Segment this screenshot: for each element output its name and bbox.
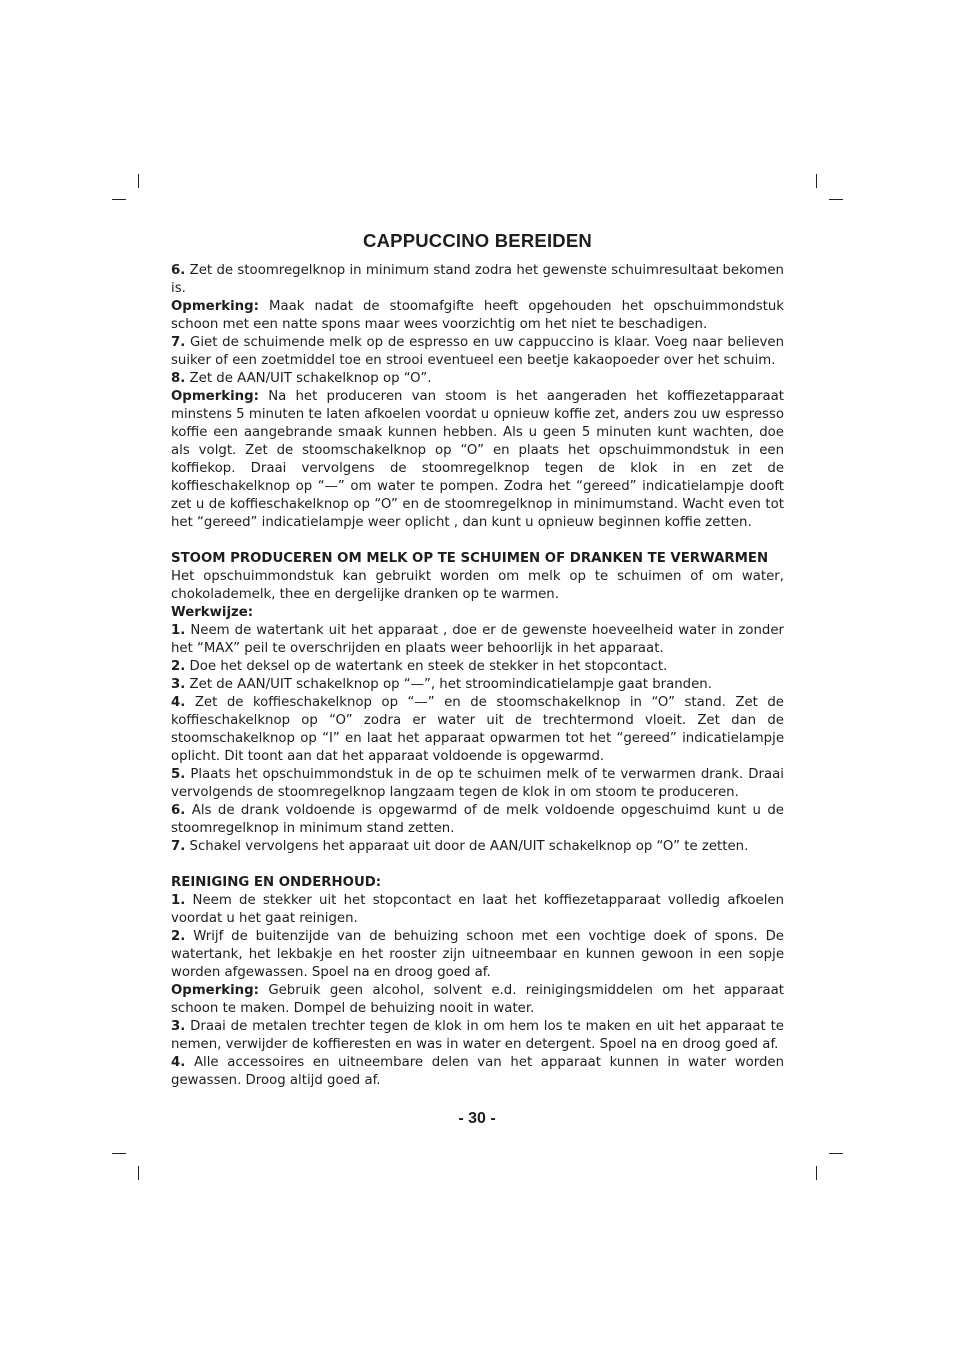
paragraph-text: Zet de AAN/UIT schakelknop op “O”. (185, 371, 432, 386)
crop-mark (816, 1166, 817, 1180)
paragraph-text: Zet de koffieschakelknop op “—” en de stoomschakelknop in “O” stand. Zet de koffieschakelknop op “O” zodra er water uit de trechtermond vloeit. Zet dan de stoomschakelknop op “I” en laat het apparaat opwarmen tot het “gereed” indicatielampje oplicht. Dit toont aan dat het apparaat voldoende is opgewarmd. (171, 695, 784, 764)
step-number: 2. (171, 659, 186, 674)
crop-mark (112, 1153, 126, 1154)
crop-mark (138, 174, 139, 188)
paragraph (171, 676, 784, 694)
note-label: Opmerking: (171, 389, 259, 404)
step-number: 7. (171, 335, 186, 350)
paragraph (171, 1054, 784, 1090)
step-number: 1. (171, 623, 186, 638)
method-label: Werkwijze: (171, 605, 254, 620)
paragraph (171, 694, 784, 766)
crop-mark (829, 199, 843, 200)
note-paragraph (171, 388, 784, 532)
section-heading: STOOM PRODUCEREN OM MELK OP TE SCHUIMEN OF DRANKEN TE VERWARMEN (171, 551, 769, 566)
step-number: 3. (171, 677, 186, 692)
step-number: 6. (171, 803, 186, 818)
page-content (171, 228, 784, 1090)
page-title: CAPPUCCINO BEREIDEN (363, 230, 592, 251)
note-label: Opmerking: (171, 299, 259, 314)
step-number: 8. (171, 371, 186, 386)
paragraph-text: Neem de stekker uit het stopcontact en laat het koffiezetapparaat volledig afkoelen voordat u het gaat reinigen. (171, 893, 784, 926)
step-number: 7. (171, 839, 186, 854)
paragraph (171, 334, 784, 370)
paragraph (171, 892, 784, 928)
section-heading: REINIGING EN ONDERHOUD: (171, 875, 382, 890)
paragraph (171, 262, 784, 298)
paragraph (171, 658, 784, 676)
step-number: 1. (171, 893, 186, 908)
paragraph (171, 370, 784, 388)
note-label: Opmerking: (171, 983, 259, 998)
crop-mark (829, 1153, 843, 1154)
paragraph-text: Plaats het opschuimmondstuk in de op te schuimen melk of te verwarmen drank. Draai vervolgends de stoomregelknop langzaam tegen de klok in om stoom te produceren. (171, 767, 784, 800)
paragraph-text: Na het produceren van stoom is het aangeraden het koffiezetapparaat minstens 5 minuten te laten afkoelen voordat u opnieuw koffie zet, anders zou uw espresso koffie een aangebrande smaak kunnen hebben. Als u geen 5 minuten kunt wachten, doe als volgt. Zet de stoomschakelknop op “O” en plaats het opschuimmondstuk in een koffiekop. Draai vervolgens de stoomregelknop tegen de klok in en zet de koffieschakelknop op “—” om water te pompen. Zodra het “gereed” indicatielampje dooft zet u de koffieschakelknop op “O” en de stoomregelknop in minimumstand. Wacht even tot het “gereed” indicatielampje weer oplicht , dan kunt u opnieuw beginnen koffie zetten. (171, 389, 784, 530)
paragraph-text: Neem de watertank uit het apparaat , doe er de gewenste hoeveelheid water in zonder het “MAX” peil te overschrijden en plaats weer behoorlijk in het apparaat. (171, 623, 784, 656)
step-number: 4. (171, 1055, 186, 1070)
step-number: 4. (171, 695, 186, 710)
paragraph-text: Giet de schuimende melk op de espresso en uw cappuccino is klaar. Voeg naar believen suiker of een zoetmiddel toe en strooi eventueel een beetje kakaopoeder over het schuim. (171, 335, 784, 368)
paragraph-text: Als de drank voldoende is opgewarmd of de melk voldoende opgeschuimd kunt u de stoomregelknop in minimum stand zetten. (171, 803, 784, 836)
paragraph-text: Zet de AAN/UIT schakelknop op “—”, het stroomindicatielampje gaat branden. (185, 677, 712, 692)
paragraph (171, 928, 784, 982)
paragraph: Het opschuimmondstuk kan gebruikt worden om melk op te schuimen of om water, chokolademelk, thee en dergelijke dranken op te warmen. (171, 569, 784, 602)
note-paragraph (171, 298, 784, 334)
crop-mark (138, 1166, 139, 1180)
paragraph (171, 622, 784, 658)
paragraph-text: Draai de metalen trechter tegen de klok in om hem los te maken en uit het apparaat te nemen, verwijder de koffieresten en was in water en detergent. Spoel na en droog goed af. (171, 1019, 784, 1052)
step-number: 6. (171, 263, 186, 278)
paragraph-text: Zet de stoomregelknop in minimum stand zodra het gewenste schuimresultaat bekomen is. (171, 263, 784, 296)
paragraph (171, 766, 784, 802)
step-number: 2. (171, 929, 186, 944)
paragraph-text: Gebruik geen alcohol, solvent e.d. reinigingsmiddelen om het apparaat schoon te maken. Dompel de behuizing nooit in water. (171, 983, 784, 1016)
crop-mark (112, 199, 126, 200)
paragraph (171, 1018, 784, 1054)
page-number: - 30 - (458, 1110, 496, 1127)
paragraph-text: Wrijf de buitenzijde van de behuizing schoon met een vochtige doek of spons. De watertank, het lekbakje en het rooster zijn uitneembaar en kunnen gewoon in een sopje worden afgewassen. Spoel na en droog goed af. (171, 929, 784, 980)
step-number: 5. (171, 767, 186, 782)
paragraph-text: Alle accessoires en uitneembare delen van het apparaat kunnen in water worden gewassen. Droog altijd goed af. (171, 1055, 784, 1088)
paragraph (171, 838, 784, 856)
note-paragraph (171, 982, 784, 1018)
step-number: 3. (171, 1019, 186, 1034)
paragraph (171, 802, 784, 838)
paragraph-text: Schakel vervolgens het apparaat uit door de AAN/UIT schakelknop op “O” te zetten. (185, 839, 749, 854)
crop-mark (816, 174, 817, 188)
paragraph-text: Doe het deksel op de watertank en steek de stekker in het stopcontact. (185, 659, 668, 674)
paragraph-text: Maak nadat de stoomafgifte heeft opgehouden het opschuimmondstuk schoon met een natte spons maar wees voorzichtig om het niet te beschadigen. (171, 299, 784, 332)
